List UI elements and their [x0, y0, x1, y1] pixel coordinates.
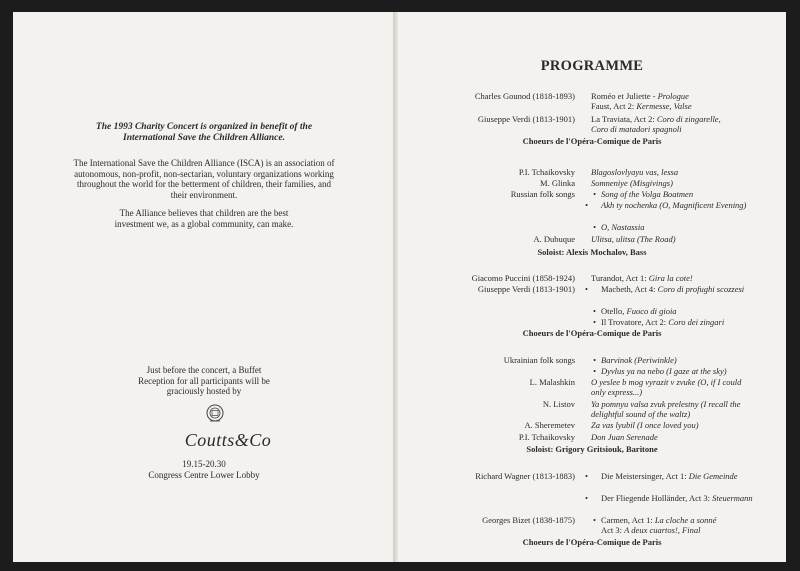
intro-title-text: The 1993 Charity Concert is organized in benefit of the International Save the Children Alliance. — [95, 122, 313, 143]
composer: A. Sheremetev — [524, 420, 575, 430]
work: • Dyvlus ya na nebo (I gaze at the sky) — [593, 366, 727, 376]
work: • Song of the Volga Boatmen — [593, 189, 694, 199]
composer: P.I. Tchaikovsky — [518, 432, 575, 442]
work: Coro di matadori spagnoli — [591, 124, 682, 134]
performer-credit: Choeurs de l'Opéra-Comique de Paris — [522, 136, 662, 146]
composer: Charles Gounod (1818-1893) — [474, 91, 575, 101]
work: La Traviata, Act 2: Coro di zingarelle, — [591, 114, 721, 124]
reception-text: Just before the concert, a Buffet Reception for all participants will be graciously hosted by — [138, 365, 270, 396]
composer: M. Glinka — [540, 178, 575, 188]
performer-credit: Choeurs de l'Opéra-Comique de Paris — [522, 328, 662, 338]
work: • Macbeth, Act 4: Coro di profughi scozzesi — [585, 284, 745, 294]
performer-credit: Choeurs de l'Opéra-Comique de Paris — [522, 537, 662, 547]
work: • Carmen, Act 1: La cloche a sonné — [593, 515, 717, 525]
composer: Russian folk songs — [510, 189, 575, 199]
work: O yeslee b mog vyrazit v zvuke (O, if I could only express...) — [591, 377, 742, 397]
composer: Georges Bizet (1838-1875) — [482, 515, 575, 525]
work: Ulitsa, ulitsa (The Road) — [591, 234, 676, 244]
work: Don Juan Serenade — [591, 432, 658, 442]
composer: Giuseppe Verdi (1813-1901) — [477, 114, 575, 124]
left-page — [13, 12, 395, 562]
work: Blagoslovlyayu vas, lessa — [591, 167, 679, 177]
right-page — [398, 12, 786, 562]
reception-venue: Congress Centre Lower Lobby — [148, 469, 260, 480]
work: • O, Nastassia — [593, 222, 645, 232]
work: • Die Meistersinger, Act 1: Die Gemeinde — [585, 471, 738, 481]
composer: L. Malashkin — [529, 377, 575, 387]
composer: Ukrainian folk songs — [503, 355, 575, 365]
soloist-credit: Soloist: Alexis Mochalov, Bass — [537, 247, 647, 257]
work: Turandot, Act 1: Gira la cote! — [591, 273, 693, 283]
intro-title — [13, 122, 395, 144]
composer: Giacomo Puccini (1858-1924) — [471, 273, 575, 283]
work: • Barvinok (Periwinkle) — [593, 355, 677, 365]
crest-icon — [206, 404, 224, 429]
composer: P.I. Tchaikovsky — [518, 167, 575, 177]
work: • Akh ty nochenka (O, Magnificent Evening) — [585, 200, 747, 210]
intro-paragraph-alliance: The Alliance believes that children are the best investment we, as a global community, can make. — [114, 208, 294, 229]
coutts-logo: Coutts&Co — [184, 430, 272, 450]
reception-details — [13, 459, 395, 480]
reception-note — [13, 365, 395, 397]
reception-time: 19.15-20.30 — [182, 459, 226, 469]
programme-title: PROGRAMME — [540, 58, 644, 74]
work: Act 3: A deux cuartos!, Final — [601, 525, 701, 535]
work: Ya pomnyu valsa zvuk prelestny (I recall the delightful sound of the waltz) — [591, 399, 741, 419]
composer: N. Listov — [542, 399, 575, 409]
work: • Der Fliegende Holländer, Act 3: Steuermann — [585, 493, 753, 503]
work: Roméo et Juliette - Prologue — [591, 91, 689, 101]
soloist-credit: Soloist: Grigory Gritsiouk, Baritone — [526, 444, 658, 454]
work: Somneniye (Misgivings) — [591, 178, 673, 188]
composer: Richard Wagner (1813-1883) — [475, 471, 575, 481]
composer: Giuseppe Verdi (1813-1901) — [477, 284, 575, 294]
work: Faust, Act 2: Kermesse, Valse — [591, 101, 692, 111]
intro-body — [13, 158, 395, 229]
intro-paragraph-isca: The International Save the Children Alliance (ISCA) is an association of autonomous, non-profit, non-sectarian, voluntary organizations working throughout the world for the betterment of children, their families, and their environment. — [73, 158, 335, 200]
work: • Otello, Fuoco di gioia — [593, 306, 677, 316]
work: • Il Trovatore, Act 2: Coro dei zingari — [593, 317, 725, 327]
work: Za vas lyubil (I once loved you) — [591, 420, 699, 430]
composer: A. Dubuque — [533, 234, 575, 244]
